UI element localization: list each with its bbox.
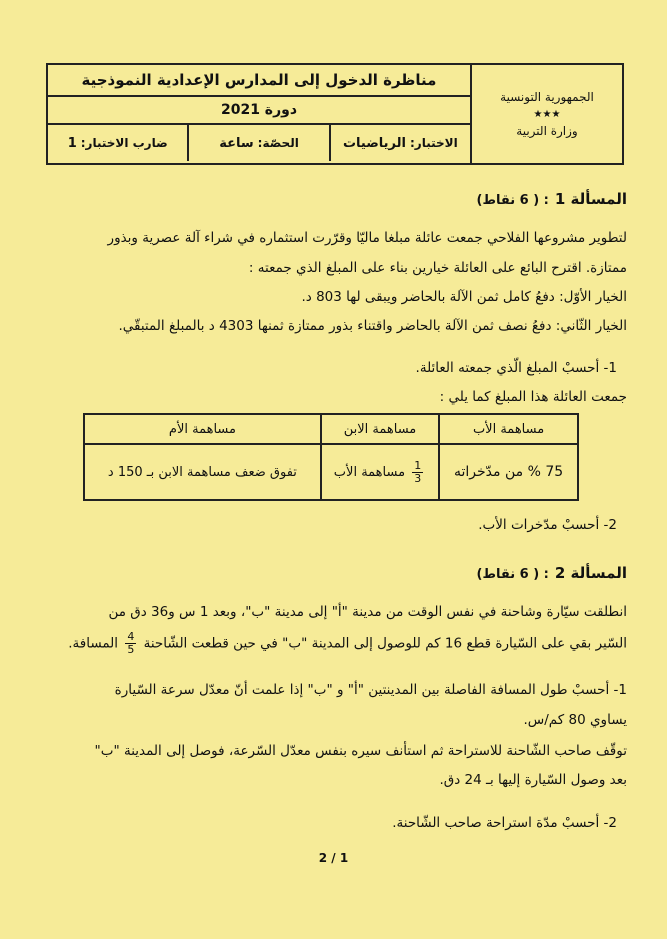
problem2-question-2: 2- أحسبْ مدّة استراحة صاحب الشّاحنة. [392,815,617,831]
mother-contribution: تفوق ضعف مساهمة الابن بـ 150 د [84,444,321,500]
coefficient-cell [48,125,187,161]
problem1-question-1: 1- أحسبْ المبلغ الّذي جمعته العائلة. [415,360,617,376]
stars: ★★★ [533,108,561,120]
fraction-numerator: 1 [414,458,422,472]
son-text: مساهمة الأب [333,464,406,480]
problem2-question-1-line-2: يساوي 80 كم/س. [523,712,627,728]
problem1-line-1: لتطوير مشروعها الفلاحي جمعت عائلة مبلغا ماليّا وقرّرت استثماره في شراء آلة عصرية وبذور [107,230,627,246]
exam-info [48,65,470,163]
table-row [84,444,578,500]
table-header-row [84,414,578,444]
exam-session: دورة 2021 [48,97,470,125]
duration-cell [187,125,328,161]
subject-label: الاختبار: [409,136,458,150]
son-contribution [321,444,439,500]
ministry-block [470,65,622,163]
subject-cell [329,125,470,161]
problem2-stop-line-1: توقّف صاحب الشّاحنة للاستراحة ثم استأنف سيره بنفس معدّل السّرعة، فوصل إلى المدينة "ب" [94,743,627,759]
one-third-fraction [412,460,423,485]
problem2-line-1: انطلقت سيّارة وشاحنة في نفس الوقت من مدينة "أ" إلى مدينة "ب"، وبعد 1 س و36 دق من [108,604,627,620]
table-intro: جمعت العائلة هذا المبلغ كما يلي : [439,389,627,405]
header-mother: مساهمة الأم [84,414,321,444]
problem2-line-2 [42,631,627,656]
page-number: 2 / 1 [318,851,349,865]
problem2-points: : ( 6 نقاط) [476,567,549,582]
duration-label: الحصّة: [257,136,299,150]
exam-meta-row [48,125,470,161]
problem1-line-3: الخيار الأوّل: دفعُ كامل ثمن الآلة بالحاضر ويبقى لها 803 د. [301,289,627,305]
coefficient-label: ضارب الاختبار: [80,136,168,150]
problem1-heading [477,190,627,208]
problem2-heading [477,564,627,582]
exam-header [46,63,624,165]
header-son: مساهمة الابن [321,414,439,444]
problem2-question-1-line-1: 1- أحسبْ طول المسافة الفاصلة بين المدينتين "أ" و "ب" إذا علمت أنّ معدّل سرعة السّيارة [114,682,627,698]
problem1-line-4: الخيار الثّاني: دفعُ نصف ثمن الآلة بالحاضر واقتناء بذور ممتازة ثمنها 4303 د بالمبلغ المتبقّي. [118,318,627,334]
fraction-numerator: 4 [127,630,135,643]
duration-value: ساعة [219,135,254,151]
problem2-title: المسألة 2 [554,564,627,582]
subject-value: الرياضيات [342,135,406,151]
fraction-denominator: 5 [127,643,135,656]
fraction-denominator: 3 [414,471,422,485]
problem1-question-2: 2- أحسبْ مدّخرات الأب. [478,517,617,533]
header-father: مساهمة الأب [439,414,578,444]
contributions-table [83,413,579,501]
problem2-stop-line-2: بعد وصول السّيارة إليها بـ 24 دق. [439,772,627,788]
republic-name: الجمهورية التونسية [500,89,594,104]
problem2-line-2a: السّير بقي على السّيارة قطع 16 كم للوصول إلى المدينة "ب" في حين قطعت الشّاحنة [143,635,627,652]
father-contribution: 75 % من مدّخراته [439,444,578,500]
ministry-name: وزارة التربية [516,123,578,138]
four-fifths-fraction [125,631,136,656]
problem2-line-2b: المسافة. [68,635,119,652]
problem1-title: المسألة 1 [554,190,627,208]
coefficient-value: 1 [67,135,77,151]
problem1-line-2: ممتازة. اقترح البائع على العائلة خيارين بناء على المبلغ الذي جمعته : [248,260,627,276]
exam-title: مناظرة الدخول إلى المدارس الإعدادية النموذجية [48,65,470,97]
problem1-points: : ( 6 نقاط) [476,193,549,208]
